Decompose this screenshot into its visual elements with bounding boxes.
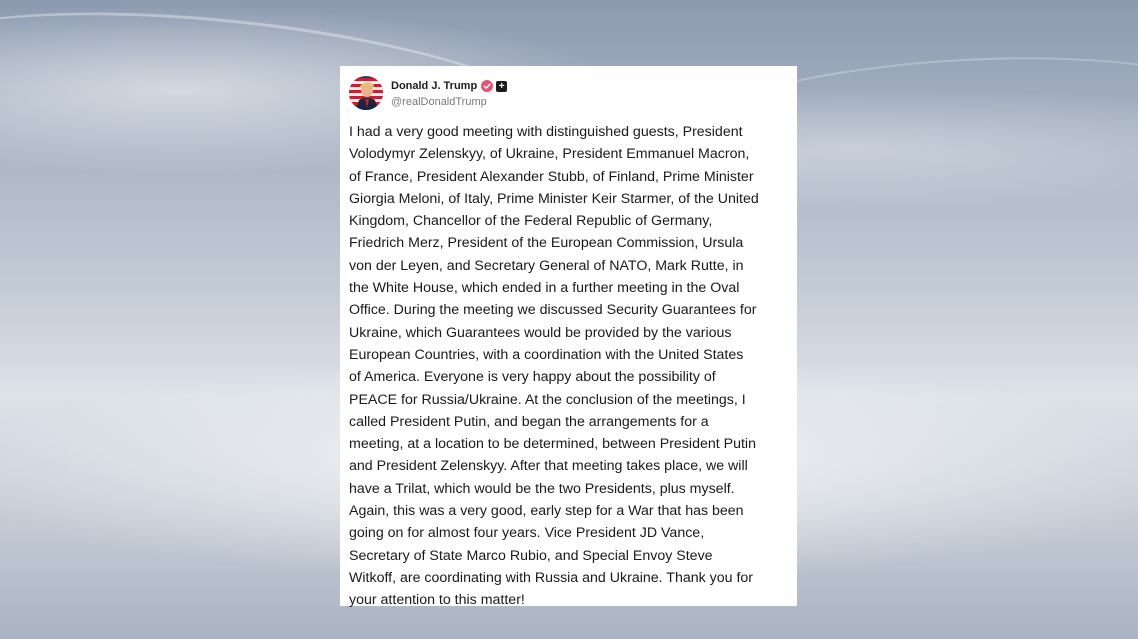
post-text-line: von der Leyen, and Secretary General of NATO, Mark Rutte, in <box>349 257 744 274</box>
post-text-line: Friedrich Merz, President of the European Commission, Ursula <box>349 235 744 252</box>
post-text-line: of France, President Alexander Stubb, of Finland, Prime Minister <box>349 168 754 185</box>
verified-badge-icon <box>481 80 493 92</box>
post-text-line: Again, this was a very good, early step for a War that has been <box>349 503 744 520</box>
post-body <box>349 121 788 612</box>
post-text-line: Witkoff, are coordinating with Russia and Ukraine. Thank you for <box>349 569 754 586</box>
post-text-line: Ukraine, which Guarantees would be provided by the various <box>349 324 732 341</box>
post-text-line: Volodymyr Zelenskyy, of Ukraine, President Emmanuel Macron, <box>349 146 750 163</box>
post-text-line: your attention to this matter! <box>349 592 525 609</box>
post-header <box>349 74 788 112</box>
post-text-line: going on for almost four years. Vice President JD Vance, <box>349 525 705 542</box>
author-block <box>391 78 507 108</box>
post-text-line: and President Zelenskyy. After that meeting takes place, we will <box>349 458 748 475</box>
author-handle[interactable]: @realDonaldTrump <box>391 96 487 108</box>
post-text-line: of America. Everyone is very happy about the possibility of <box>349 369 716 386</box>
post-text-line: I had a very good meeting with distinguished guests, President <box>349 124 743 140</box>
avatar[interactable] <box>349 76 383 110</box>
post-text-line: Kingdom, Chancellor of the Federal Republic of Germany, <box>349 213 713 230</box>
post-text-line: have a Trilat, which would be the two Presidents, plus myself. <box>349 480 735 497</box>
post-text-line: Giorgia Meloni, of Italy, Prime Minister Keir Starmer, of the United <box>349 190 759 207</box>
post-text-line: PEACE for Russia/Ukraine. At the conclusion of the meetings, I <box>349 391 746 408</box>
avatar-image <box>349 76 383 110</box>
post-text-line: the White House, which ended in a further meeting in the Oval <box>349 280 740 297</box>
post-text-line: Office. During the meeting we discussed Security Guarantees for <box>349 302 757 319</box>
post-text-line: European Countries, with a coordination with the United States <box>349 346 744 363</box>
post-text-line: meeting, at a location to be determined, between President Putin <box>349 436 756 453</box>
plus-badge-icon: + <box>496 81 507 92</box>
author-display-name[interactable]: Donald J. Trump <box>391 80 478 92</box>
post-text-line: called President Putin, and began the arrangements for a <box>349 413 709 430</box>
post-text-line: Secretary of State Marco Rubio, and Special Envoy Steve <box>349 547 713 564</box>
name-row <box>391 78 507 94</box>
post-card <box>340 66 797 609</box>
